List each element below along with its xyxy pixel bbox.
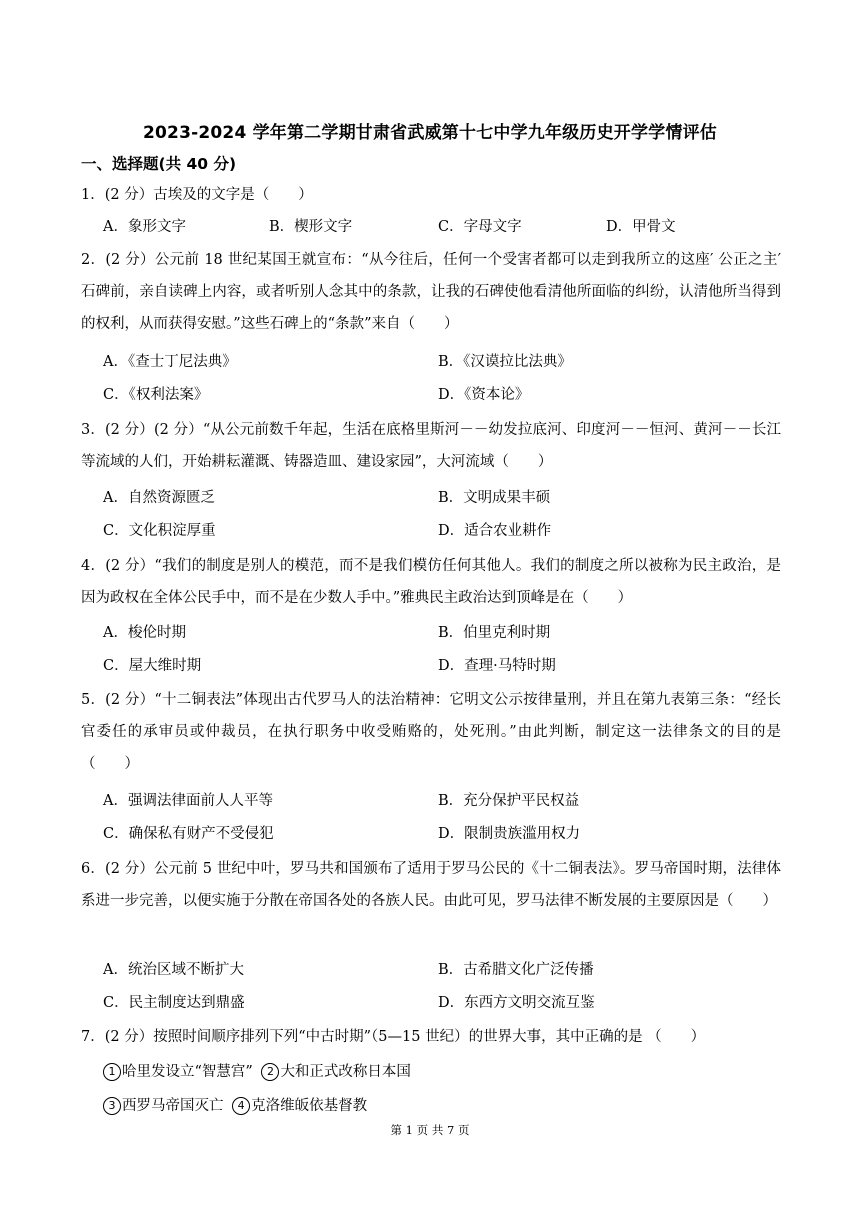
option-c: C．字母文字 bbox=[438, 219, 522, 235]
question-4: 4．(2 分）“我们的制度是别人的模范，而不是我们模仿任何其他人。我们的制度之所以被称为民主政治，是因为政权在全体公民手中，而不是在少数人手中。”雅典民主政治达到顶峰是在（ ） bbox=[81, 558, 781, 606]
question-7: 7．(2 分）按照时间顺序排列下列“中古时期”（5—15 世纪）的世界大事，其中正确的是 （ ） bbox=[81, 1029, 706, 1045]
option-b: B．充分保护平民权益 bbox=[438, 793, 580, 809]
option-c: C．屋大维时期 bbox=[103, 658, 202, 674]
circled-number: 2 bbox=[261, 1063, 279, 1081]
option-d: D．甲骨文 bbox=[606, 219, 676, 235]
option-a: A．强调法律面前人人平等 bbox=[103, 793, 273, 809]
event-text: 大和正式改称日本国 bbox=[280, 1064, 411, 1080]
option-b: B．伯里克利时期 bbox=[438, 625, 551, 641]
question-7-events-row-2 bbox=[103, 1094, 367, 1115]
option-a: A．《查士丁尼法典》 bbox=[103, 354, 237, 370]
option-c: C．文化积淀厚重 bbox=[103, 523, 216, 539]
question-7-events-row-1 bbox=[103, 1060, 411, 1081]
option-a: A．梭伦时期 bbox=[103, 625, 186, 641]
question-2: 2．(2 分）公元前 18 世纪某国王就宣布：“从今往后，任何一个受害者都可以走到我所立的这座′ 公正之主′ 石碑前，亲自读碑上内容，或者听别人念其中的条款，让我的石碑使他看清他所面临的纠纷，认清他所当得到的权利，从而获得安慰。”这些石碑上的“条款”来自（ ） bbox=[81, 252, 781, 332]
page-footer: 第 1 页 共 7 页 bbox=[390, 1123, 470, 1137]
option-a: A．统治区域不断扩大 bbox=[103, 962, 244, 978]
option-a: A．自然资源匮乏 bbox=[103, 490, 215, 506]
event-text: 哈里发设立“智慧宫” bbox=[122, 1064, 253, 1080]
option-d: D．东西方文明交流互鉴 bbox=[438, 995, 595, 1011]
page-title: 2023-2024 学年第二学期甘肃省武威第十七中学九年级历史开学学情评估 bbox=[142, 123, 717, 143]
circled-number: 3 bbox=[103, 1097, 121, 1115]
option-a: A．象形文字 bbox=[103, 219, 186, 235]
option-b: B．楔形文字 bbox=[269, 219, 353, 235]
event-text: 克洛维皈依基督教 bbox=[251, 1098, 368, 1114]
option-d: D．《资本论》 bbox=[438, 387, 530, 403]
question-5: 5．(2 分）“十二铜表法”体现出古代罗马人的法治精神：它明文公示按律量刑，并且在第九表第三条：“经长官委任的承审员或仲裁员，在执行职务中收受贿赂的，处死刑。”由此判断，制定这一法律条文的目的是（ ） bbox=[81, 692, 781, 772]
option-c: C．民主制度达到鼎盛 bbox=[103, 995, 245, 1011]
question-6: 6．(2 分）公元前 5 世纪中叶，罗马共和国颁布了适用于罗马公民的《十二铜表法》。罗马帝国时期，法律体系进一步完善，以便实施于分散在帝国各处的各族人民。由此可见，罗马法律不断发展的主要原因是（ ） bbox=[81, 861, 781, 909]
option-b: B．《汉谟拉比法典》 bbox=[438, 354, 572, 370]
option-d: D．限制贵族滥用权力 bbox=[438, 826, 581, 842]
option-b: B．古希腊文化广泛传播 bbox=[438, 962, 594, 978]
option-c: C．《权利法案》 bbox=[103, 387, 209, 403]
question-3: 3．(2 分）(2 分）“从公元前数千年起，生活在底格里斯河－－幼发拉底河、印度河－－恒河、黄河－－长江等流域的人们，开始耕耘灌溉、铸器造皿、建设家园”，大河流域（ ） bbox=[81, 422, 781, 470]
question-1: 1．(2 分）古埃及的文字是（ ） bbox=[81, 187, 313, 203]
circled-number: 1 bbox=[103, 1063, 121, 1081]
option-d: D．适合农业耕作 bbox=[438, 523, 552, 539]
option-d: D．查理·马特时期 bbox=[438, 658, 556, 674]
event-text: 西罗马帝国灭亡 bbox=[122, 1098, 224, 1114]
option-c: C．确保私有财产不受侵犯 bbox=[103, 826, 274, 842]
option-b: B．文明成果丰硕 bbox=[438, 490, 551, 506]
circled-number: 4 bbox=[232, 1097, 250, 1115]
section-heading: 一、选择题(共 40 分) bbox=[81, 155, 237, 173]
